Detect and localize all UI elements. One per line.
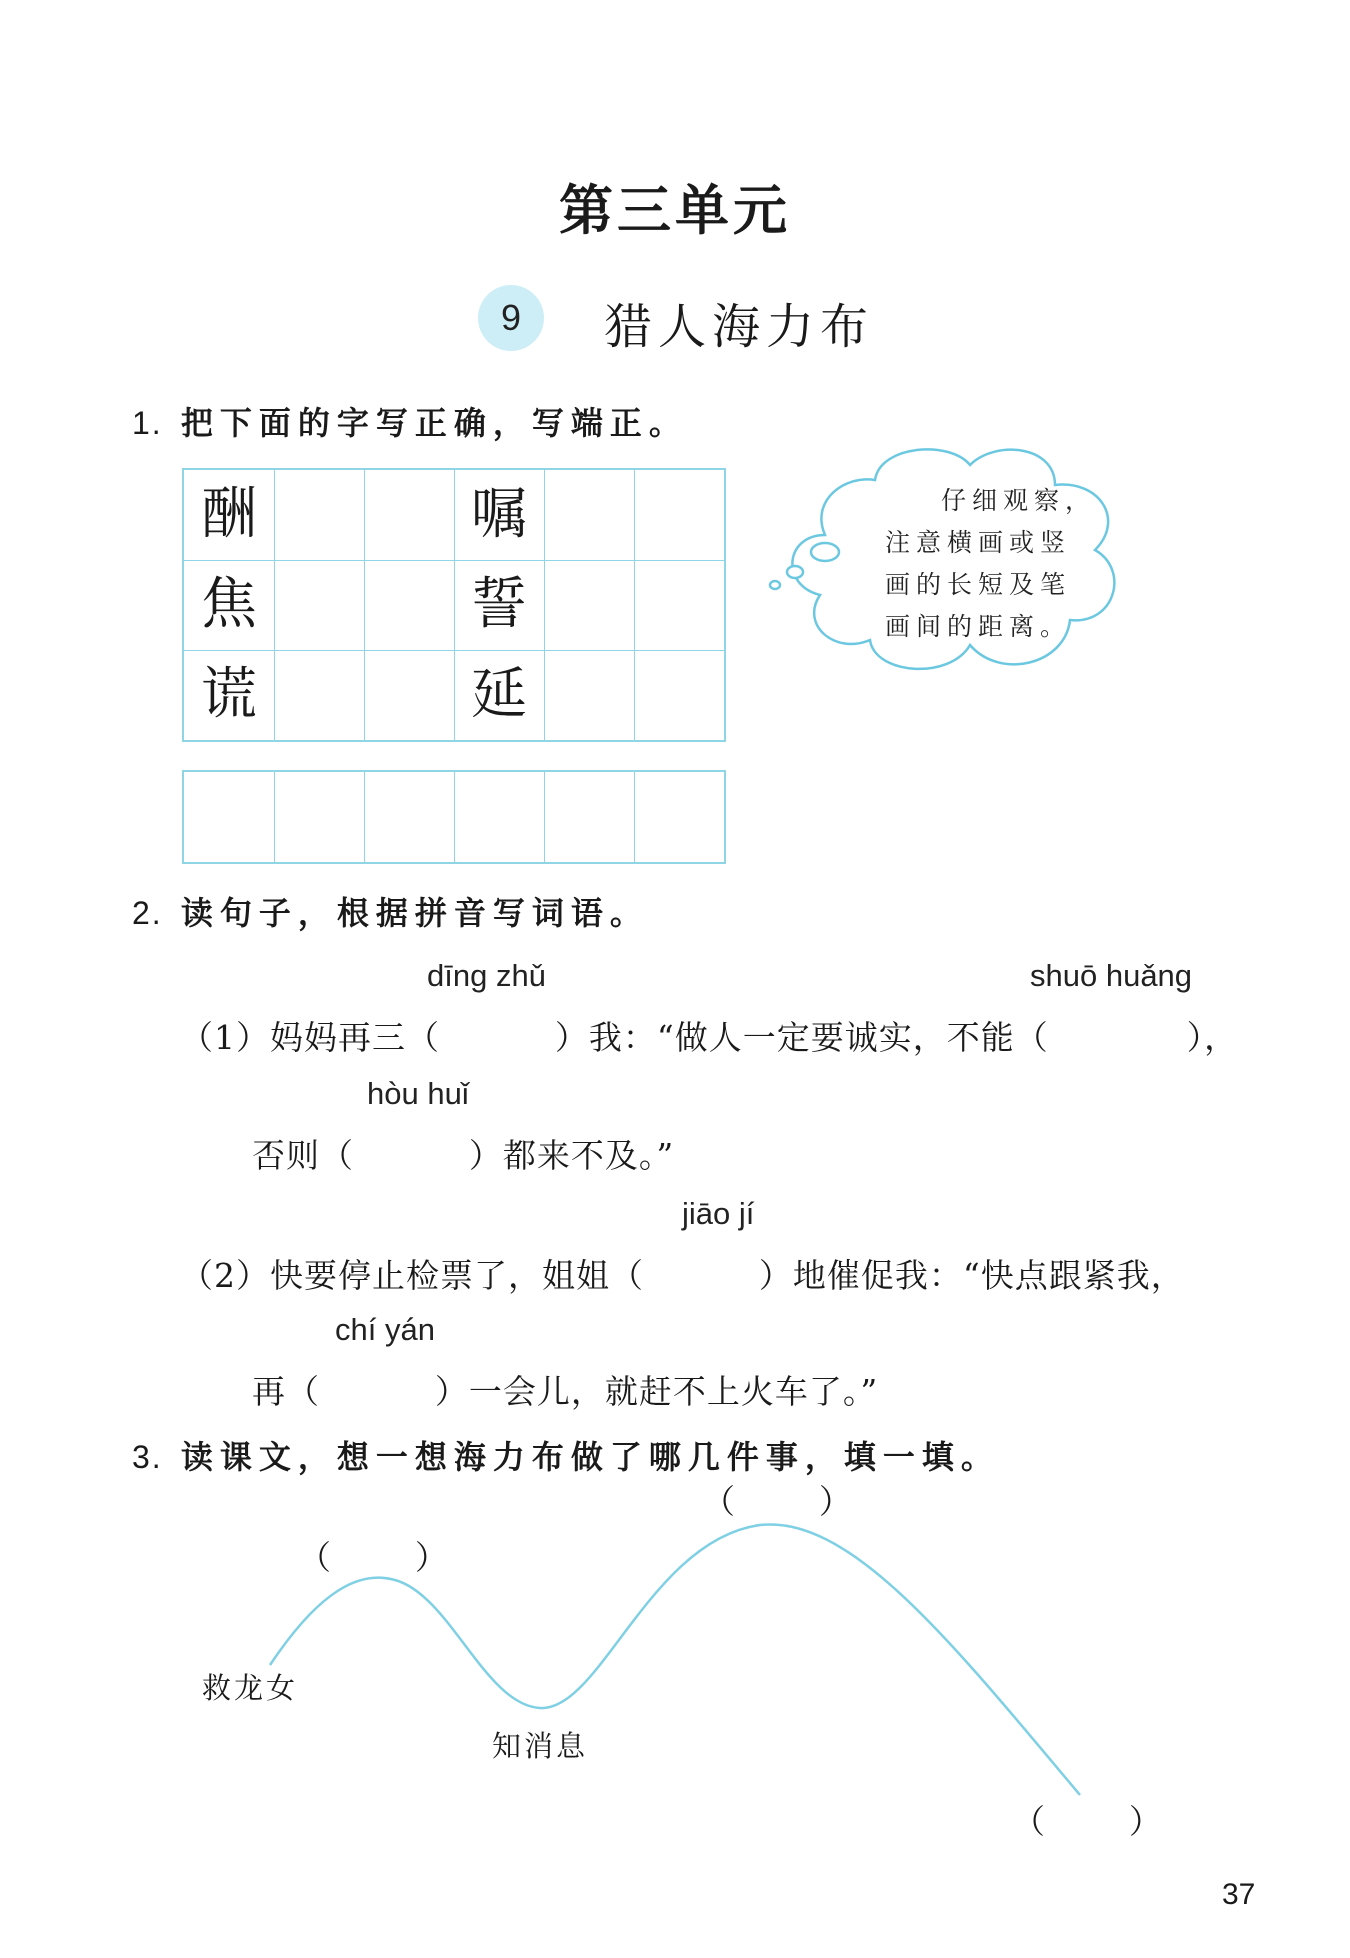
answer-blank[interactable] — [644, 1256, 759, 1295]
model-character: 誓 — [471, 572, 527, 637]
tip-line: 画间的距离。 — [885, 612, 1072, 641]
model-character: 谎 — [201, 662, 257, 727]
text-segment: ）， — [1186, 1018, 1239, 1057]
unit-title: 第三单元 — [559, 178, 791, 242]
sentence-2-line-2 — [252, 1366, 878, 1413]
model-character: 酬 — [201, 482, 257, 547]
text-segment: 再（ — [252, 1372, 320, 1411]
text-segment: ）都来不及。” — [468, 1136, 675, 1175]
answer-blank[interactable] — [440, 1018, 555, 1057]
pinyin-hint: hòu huǐ — [367, 1076, 469, 1111]
lesson-title: 猎人海力布 — [604, 299, 875, 355]
lesson-number-badge: 9 — [478, 285, 544, 351]
item-label: （1） — [180, 1018, 270, 1057]
pinyin-hint: dīng zhǔ — [427, 958, 546, 993]
tip-line: 仔细观察， — [941, 486, 1097, 515]
text-segment: ）地催促我：“快点跟紧我， — [758, 1256, 1185, 1295]
pinyin-hint: chí yán — [335, 1312, 435, 1347]
answer-blank-end[interactable] — [1012, 1796, 1162, 1843]
text-segment: ）我：“做人一定要诚实，不能（ — [554, 1018, 1049, 1057]
text-segment: 否则（ — [252, 1136, 354, 1175]
pinyin-hint: jiāo jí — [682, 1196, 755, 1231]
question-3-number: 3. — [132, 1439, 163, 1475]
answer-blank-first-hill[interactable] — [298, 1532, 448, 1579]
model-character: 焦 — [201, 572, 257, 637]
item-label: （2） — [180, 1256, 270, 1295]
model-character: 延 — [471, 662, 527, 727]
answer-blank[interactable] — [1049, 1018, 1187, 1057]
text-segment: 妈妈再三（ — [270, 1018, 440, 1057]
question-2-heading — [132, 888, 649, 934]
story-wave-diagram — [0, 1480, 1350, 1820]
open-paren: （ — [1012, 1802, 1045, 1841]
sentence-2-line-1 — [180, 1250, 1185, 1297]
question-1-heading — [132, 398, 688, 444]
close-paren: ） — [818, 1482, 852, 1521]
close-paren: ） — [1128, 1802, 1162, 1841]
page-number: 37 — [1222, 1878, 1256, 1911]
character-practice-grid — [182, 468, 726, 742]
question-3-instruction: 读课文，想一想海力布做了哪几件事，填一填。 — [180, 1438, 1000, 1476]
sentence-1-line-1 — [180, 1012, 1238, 1059]
pinyin-hint: shuō huǎng — [1030, 958, 1193, 993]
question-3-heading — [132, 1432, 1000, 1478]
open-paren: （ — [298, 1538, 331, 1577]
question-2-number: 2. — [132, 895, 163, 931]
tip-line: 画的长短及笔 — [885, 570, 1072, 599]
tip-text — [885, 480, 1115, 648]
event-label: 知消息 — [492, 1729, 589, 1763]
text-segment: 快要停止检票了，姐姐（ — [270, 1256, 644, 1295]
extra-writing-row[interactable] — [182, 770, 726, 864]
question-1-number: 1. — [132, 405, 163, 441]
close-paren: ） — [414, 1538, 448, 1577]
question-1-instruction: 把下面的字写正确，写端正。 — [180, 404, 688, 442]
answer-blank-peak[interactable] — [702, 1476, 852, 1523]
tip-line: 注意横画或竖 — [885, 528, 1072, 557]
model-character: 嘱 — [471, 482, 527, 547]
question-2-instruction: 读句子，根据拼音写词语。 — [180, 894, 649, 932]
answer-blank[interactable] — [354, 1136, 469, 1175]
open-paren: （ — [702, 1482, 735, 1521]
text-segment: ）一会儿，就赶不上火车了。” — [434, 1372, 879, 1411]
answer-blank[interactable] — [320, 1372, 435, 1411]
sentence-1-line-2 — [252, 1130, 674, 1177]
event-label: 救龙女 — [202, 1671, 299, 1705]
